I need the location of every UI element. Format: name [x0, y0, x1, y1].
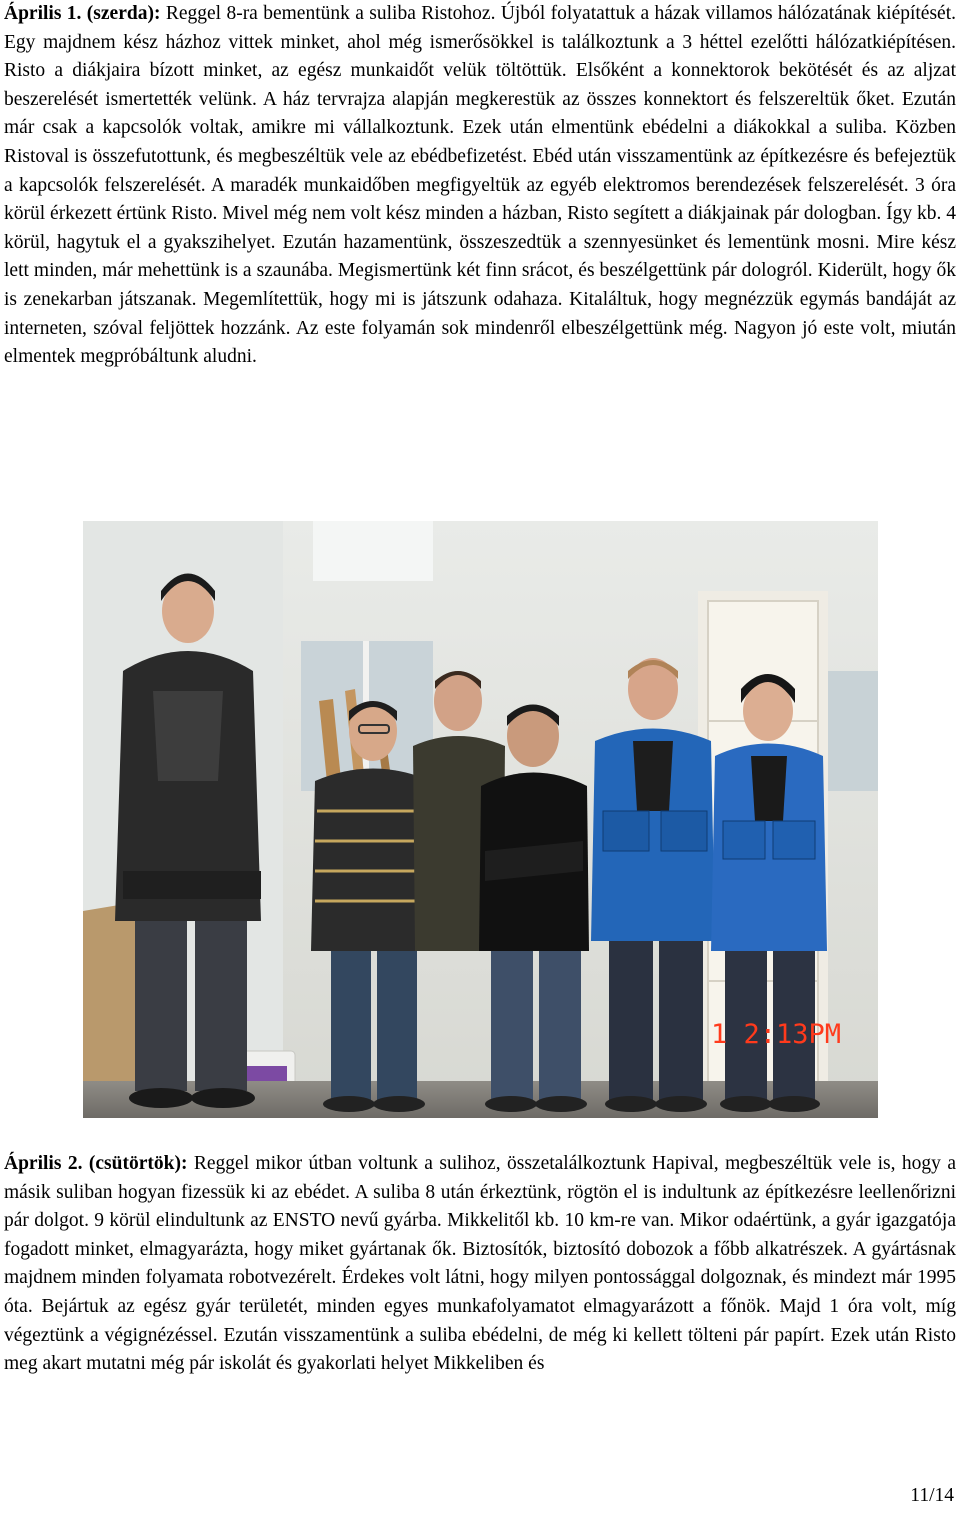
entry-heading: Április 1. (szerda):	[4, 3, 161, 24]
entry-heading: Április 2. (csütörtök):	[4, 1153, 188, 1174]
group-photo	[83, 521, 878, 1118]
page-number: 11/14	[910, 1485, 954, 1506]
diary-entry-april-2	[4, 1150, 956, 1379]
entry-text: Reggel mikor útban voltunk a sulihoz, összetalálkoztunk Hapival, megbeszéltük vele is, hogy a másik suliban hogyan fizessük ki az ebédet. A suliba 8 után érkeztünk, rögtön el is indultunk az építkezésre leellenőrizni pár dolgot. 9 körül elindultunk az ENSTO nevű gyárba. Mikkelitől kb. 10 km-re van. Mikor odaértünk, a gyár igazgatója fogadott minket, elmagyarázta, hogy miket gyártanak ők. Biztosítók, biztosító dobozok a főbb alkatrészek. A gyártásnak majdnem minden folyamata robotvezérelt. Érdekes volt látni, hogy milyen pontossággal dolgoznak, és mindezt már 1995 óta. Bejártuk az egész gyár területét, minden egyes munkafolyamatot elmagyarázott a főnök. Majd 1 óra volt, míg végeztünk a végignézéssel. Ezután visszamentünk a suliba ebédelni, de még ki kellett tölteni pár papírt. Ezek után Risto meg akart mutatni még pár iskolát és gyakorlati helyet Mikkeliben és	[4, 1153, 956, 1375]
entry-text: Reggel 8-ra bementünk a suliba Ristohoz. Újból folyatattuk a házak villamos hálózatának kiépítését. Egy majdnem kész házhoz vittek minket, ahol még ismerősökkel is találkoztunk a 3 héttel ezelőtti hálózatkiépítésen. Risto a diákjaira bízott minket, az egész munkaidőt velük töltöttük. Elsőként a konnektorok bekötését és az aljzat beszerelését ismertették velünk. A ház tervrajza alapján megkerestük az összes konnektort és felszereltük őket. Ezután már csak a kapcsolók voltak, amikre mi vállalkoztunk. Ezek után elmentünk ebédelni a diákokkal a suliba. Közben Ristoval is összefutottunk, és megbeszéltük vele az ebédbefizetést. Ebéd után visszamentünk az építkezésre és befejeztük a kapcsolók felszerelését. A maradék munkaidőben megfigyeltük az egyéb elektromos berendezések felszerelését. 3 óra körül érkezett értünk Risto. Mivel még nem volt kész minden a házban, Risto segített a diákjainak pár dologban. Így kb. 4 körül, hagytuk el a gyakszihelyet. Ezután hazamentünk, összeszedtük a szennyesünket és lementünk mosni. Mire kész lett minden, már mehettünk is a szaunába. Megismertünk két finn srácot, és beszélgettünk pár dologról. Kiderült, hogy ők is zenekarban játszanak. Megemlítettük, hogy mi is játszunk odahaza. Kitaláltuk, hogy megnézzük egymás bandáját az interneten, szóval feljöttek hozzánk. Az este folyamán sok mindenről elbeszélgettünk még. Nagyon jó este volt, miután elmentek megpróbáltunk aludni.	[4, 3, 957, 368]
diary-entry-april-1	[4, 0, 956, 372]
photo-timestamp: 1 2:13PM	[711, 1019, 842, 1050]
